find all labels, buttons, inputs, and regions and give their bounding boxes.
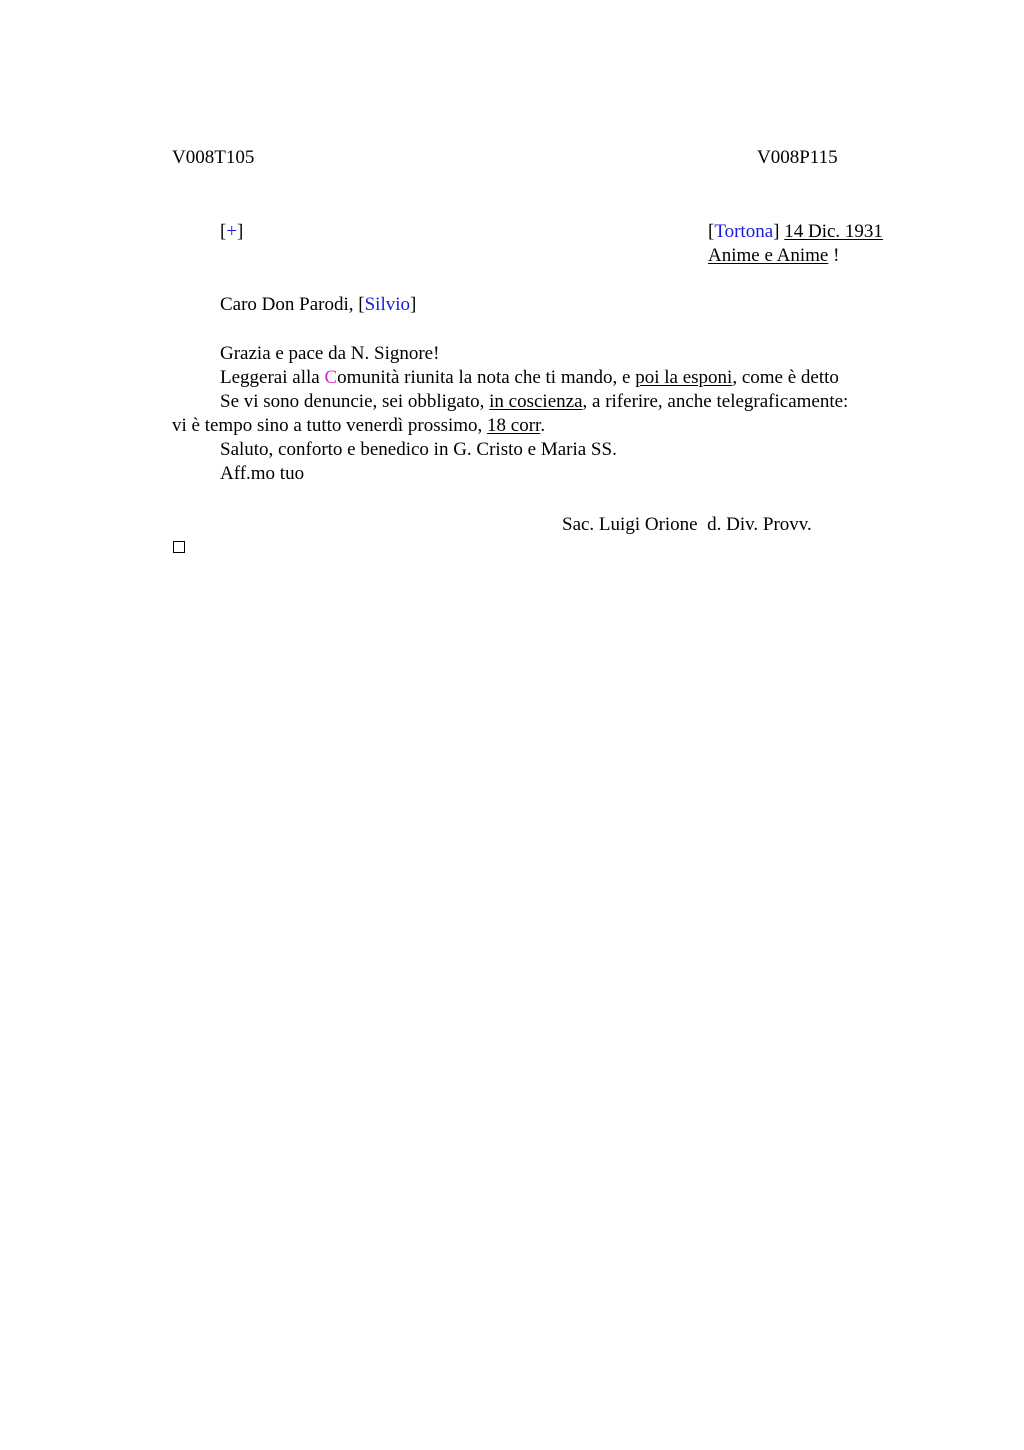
body-line-1: Grazia e pace da N. Signore! — [220, 343, 440, 364]
motto-suffix: ! — [828, 245, 840, 266]
underlined-phrase-esponi: poi la esponi — [635, 367, 733, 388]
signature: Sac. Luigi Orione d. Div. Provv. — [562, 514, 812, 535]
body-line-2-middle: omunità riunita la nota che ti mando, e — [337, 367, 636, 388]
salutation-text: Caro Don Parodi, — [220, 294, 359, 315]
salutation: Caro Don Parodi, [Silvio] — [220, 294, 417, 315]
body-line-3 — [172, 390, 912, 414]
letter-date: 14 Dic. 1931 — [784, 221, 883, 242]
place-date-line: [Tortona] 14 Dic. 1931 — [708, 221, 883, 242]
place-name: Tortona — [714, 221, 774, 242]
body-line-2-end: , come è detto — [732, 367, 839, 388]
body-line-2-start: Leggerai alla — [220, 367, 325, 388]
recipient-first-name: Silvio — [364, 294, 410, 315]
document-code-right: V008P115 — [757, 147, 838, 168]
underlined-date-18-corr: 18 corr — [487, 415, 541, 436]
motto-line — [708, 244, 839, 268]
body-line-3-end: , a riferire, anche telegraficamente: — [582, 391, 849, 412]
highlighted-initial: C — [324, 367, 338, 388]
letter-body — [172, 342, 912, 486]
body-line-5: Saluto, conforto e benedico in G. Cristo e Maria SS. — [220, 439, 617, 460]
end-of-document-box — [173, 541, 185, 553]
body-line-3-start: Se vi sono denuncie, sei obbligato, — [220, 391, 490, 412]
document-code-left: V008T105 — [172, 147, 255, 168]
cross-symbol: + — [226, 221, 238, 242]
body-line-4-start: vi è tempo sino a tutto venerdì prossimo, — [172, 415, 488, 436]
closing: Aff.mo tuo — [220, 463, 305, 484]
underlined-phrase-coscienza: in coscienza — [489, 391, 583, 412]
body-line-2 — [172, 366, 912, 390]
cross-marker: [+] — [220, 221, 244, 242]
body-line-4-end: . — [540, 415, 546, 436]
body-line-4 — [172, 414, 912, 438]
motto: Anime e Anime — [708, 245, 829, 266]
